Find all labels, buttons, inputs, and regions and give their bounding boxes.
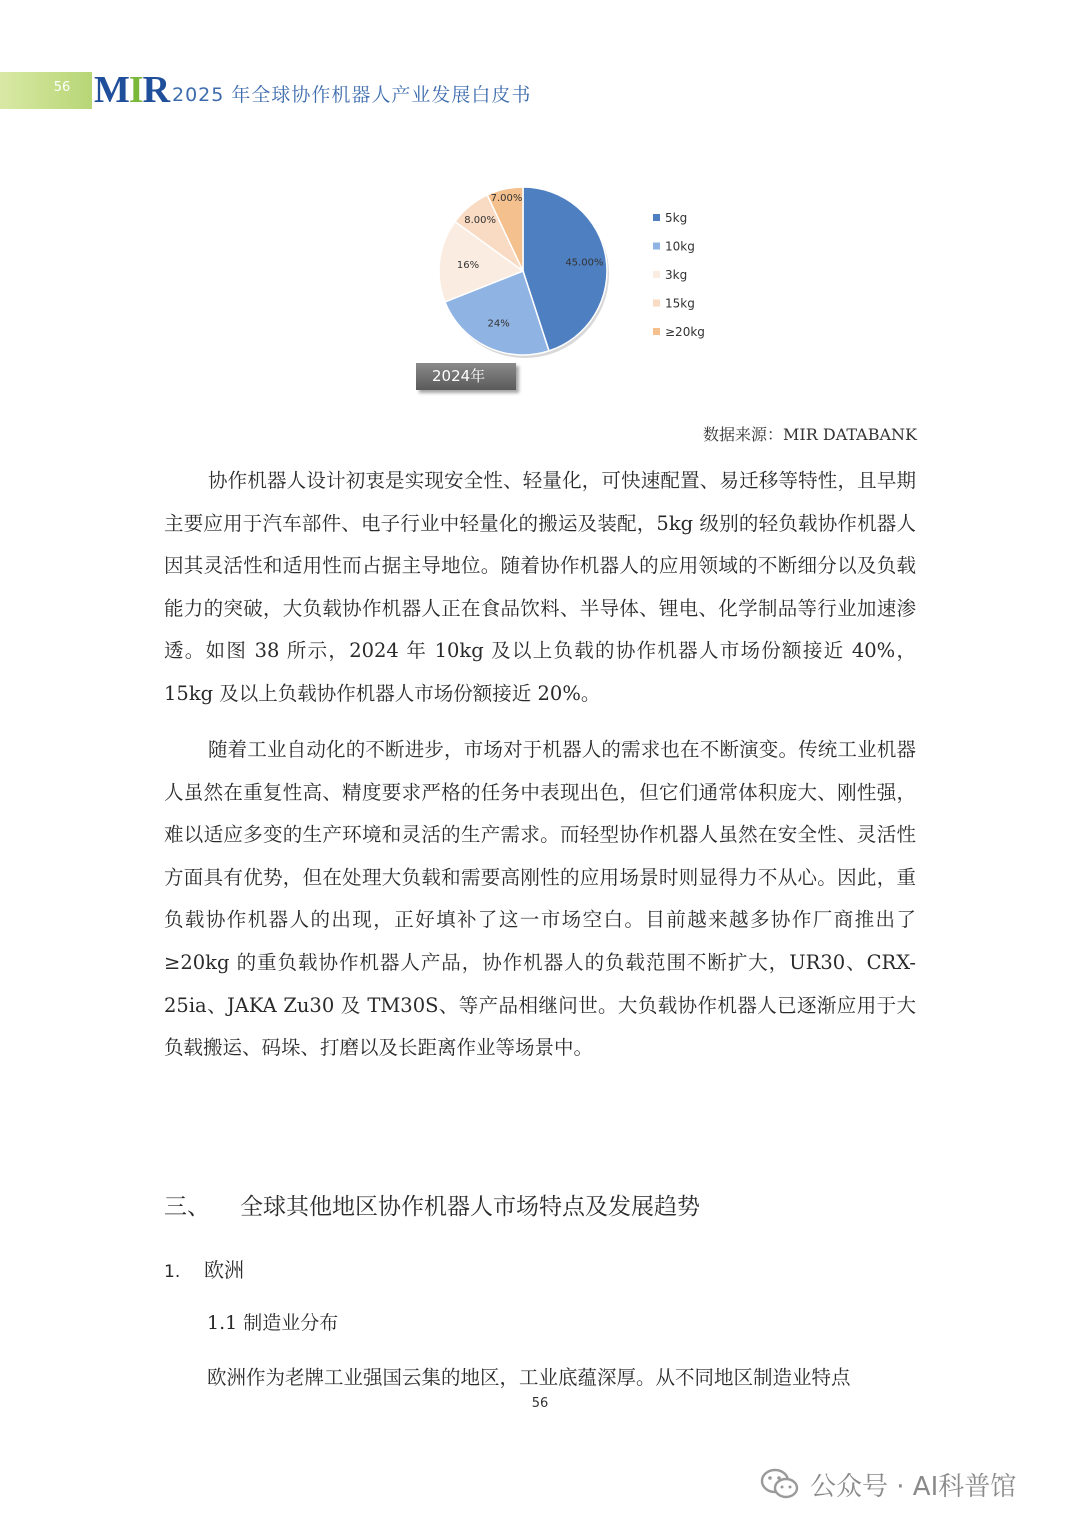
slice-data-label: 8.00% bbox=[464, 215, 497, 227]
legend-swatch bbox=[653, 271, 660, 278]
legend-label: 15kg bbox=[665, 296, 695, 311]
slice-data-label: 45.00% bbox=[565, 257, 604, 269]
subsubsection-heading: 1.1 制造业分布 bbox=[207, 1312, 339, 1334]
legend-label: ≥20kg bbox=[665, 325, 705, 339]
body-paragraph: 协作机器人设计初衷是实现安全性、轻量化，可快速配置、易迁移等特性，且早期主要应用于汽车部件、电子行业中轻量化的搬运及装配，5kg 级别的轻负载协作机器人因其灵活性和适用性而占据主导地位。随着协作机器人的应用领域的不断细分以及负载能力的突破，大负载协作机器人正在食品饮料、半导体、锂电、化学制品等行业加速渗透。如图 38 所示，2024 年 10kg 及以上负载的协作机器人市场份额接近 40%，15kg 及以上负载协作机器人市场份额接近 20%。 bbox=[164, 469, 916, 705]
legend-label: 5kg bbox=[665, 211, 688, 225]
slice-data-label: 7.00% bbox=[490, 193, 523, 205]
data-source: 数据来源：MIR DATABANK bbox=[703, 425, 917, 444]
mir-logo bbox=[94, 70, 169, 110]
slice-data-label: 24% bbox=[487, 318, 510, 330]
subsection-heading bbox=[164, 1254, 244, 1283]
legend-swatch bbox=[653, 243, 660, 250]
subsection-number: 1. bbox=[164, 1262, 181, 1282]
logo-letter-m: M bbox=[94, 69, 129, 111]
slice-data-label: 16% bbox=[456, 260, 480, 272]
body-paragraph-start: 欧洲作为老牌工业强国云集的地区，工业底蕴深厚。从不同地区制造业特点 bbox=[207, 1366, 851, 1389]
watermark bbox=[760, 1462, 1016, 1506]
document-title: 2025 年全球协作机器人产业发展白皮书 bbox=[172, 84, 532, 106]
section-number: 三、 bbox=[164, 1194, 210, 1220]
wechat-icon bbox=[760, 1467, 800, 1501]
section-heading bbox=[164, 1188, 700, 1221]
legend-label: 10kg bbox=[665, 239, 695, 254]
body-paragraph: 随着工业自动化的不断进步，市场对于机器人的需求也在不断演变。传统工业机器人虽然在重复性高、精度要求严格的任务中表现出色，但它们通常体积庞大、刚性强，难以适应多变的生产环境和灵活的生产需求。而轻型协作机器人虽然在安全性、灵活性方面具有优势，但在处理大负载和需要高刚性的应用场景时则显得力不从心。因此，重负载协作机器人的出现，正好填补了这一市场空白。目前越来越多协作厂商推出了≥20kg 的重负载协作机器人产品，协作机器人的负载范围不断扩大，UR30、CRX-25ia、JAKA Zu30 及 TM30S、等产品相继问世。大负载协作机器人已逐渐应用于大负载搬运、码垛、打磨以及长距离作业等场景中。 bbox=[164, 738, 916, 1060]
legend-swatch bbox=[653, 300, 660, 307]
section-title: 全球其他地区协作机器人市场特点及发展趋势 bbox=[240, 1194, 700, 1220]
logo-letter-i: I bbox=[128, 69, 143, 111]
watermark-text: 公众号 · AI科普馆 bbox=[810, 1471, 1017, 1502]
footer-page-number: 56 bbox=[531, 1396, 549, 1411]
legend-swatch bbox=[653, 328, 660, 335]
subsection-title: 欧洲 bbox=[204, 1258, 244, 1282]
chart-year-caption: 2024年 bbox=[416, 363, 516, 390]
header-page-number: 56 bbox=[53, 80, 71, 95]
legend-swatch bbox=[653, 214, 660, 221]
logo-letter-r: R bbox=[142, 69, 170, 111]
legend-label: 3kg bbox=[665, 268, 688, 282]
